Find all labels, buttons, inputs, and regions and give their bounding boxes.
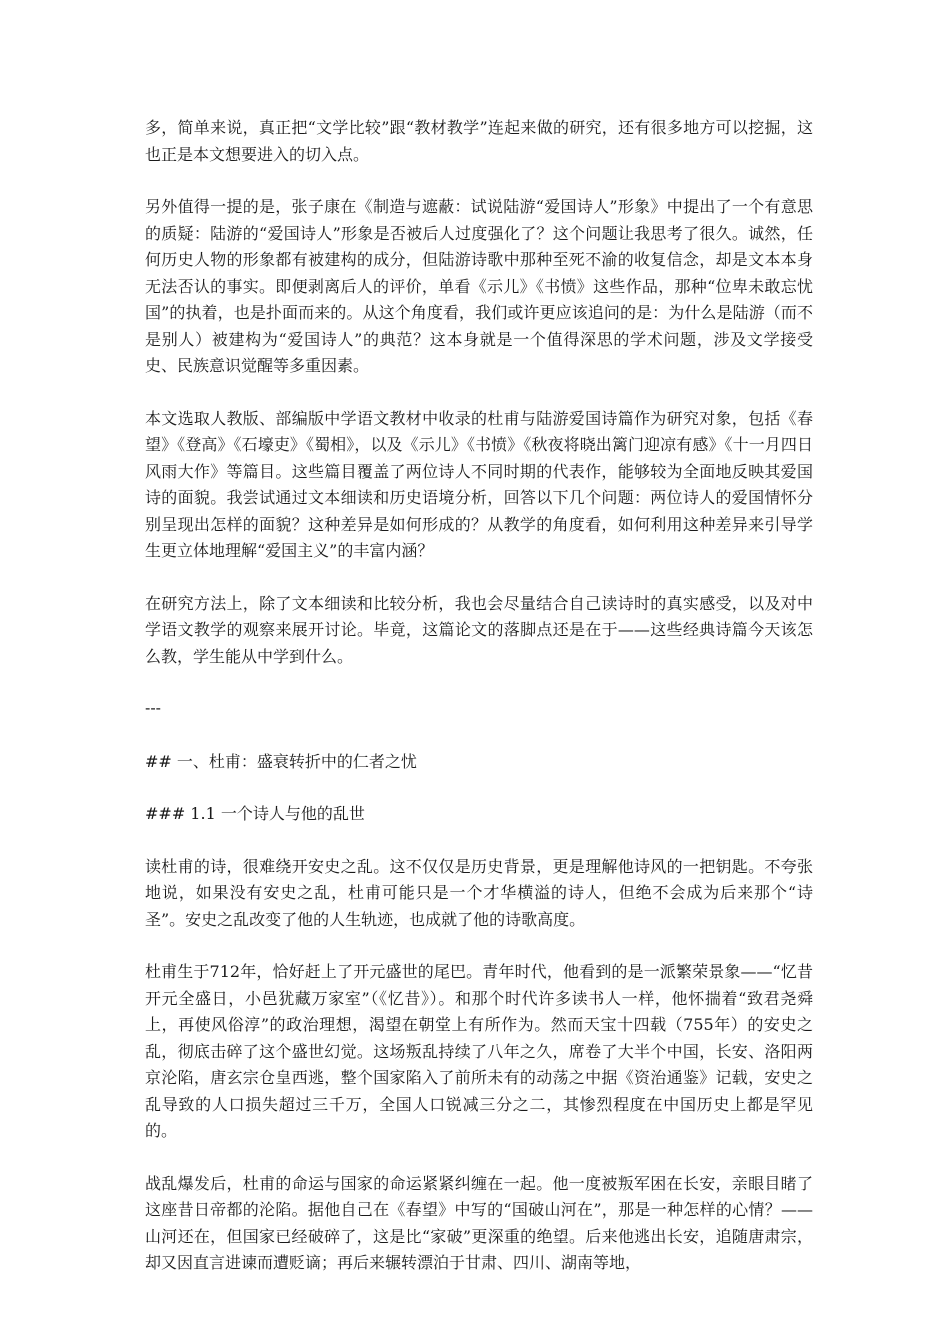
document-page [145,115,813,1303]
paragraph: 在研究方法上，除了文本细读和比较分析，我也会尽量结合自己读诗时的真实感受，以及对中学语文教学的观察来展开讨论。毕竟，这篇论文的落脚点还是在于——这些经典诗篇今天该怎么教，学生能从中学到什么。 [145,593,813,666]
paragraph: 本文选取人教版、部编版中学语文教材中收录的杜甫与陆游爱国诗篇作为研究对象，包括《春望》《登高》《石壕吏》《蜀相》，以及《示儿》《书愤》《秋夜将晓出篱门迎凉有感》《十一月四日风雨大作》等篇目。这些篇目覆盖了两位诗人不同时期的代表作，能够较为全面地反映其爱国诗的面貌。我尝试通过文本细读和历史语境分析，回答以下几个问题：两位诗人的爱国情怀分别呈现出怎样的面貌？这种差异是如何形成的？从教学的角度看，如何利用这种差异来引导学生更立体地理解“爱国主义”的丰富内涵？ [145,408,813,560]
paragraph: 另外值得一提的是，张子康在《制造与遮蔽：试说陆游“爱国诗人”形象》中提出了一个有意思的质疑：陆游的“爱国诗人”形象是否被后人过度强化了？这个问题让我思考了很久。诚然，任何历史人物的形象都有被建构的成分，但陆游诗歌中那种至死不渝的收复信念，却是文本本身无法否认的事实。即便剥离后人的评价，单看《示儿》《书愤》这些作品，那种“位卑未敢忘忧国”的执着，也是扑面而来的。从这个角度看，我们或许更应该追问的是：为什么是陆游（而不是别人）被建构为“爱国诗人”的典范？这本身就是一个值得深思的学术问题，涉及文学接受史、民族意识觉醒等多重因素。 [145,197,813,375]
subsection-heading: ### 1.1 一个诗人与他的乱世 [145,804,365,823]
paragraph: 多，简单来说，真正把“文学比较”跟“教材教学”连起来做的研究，还有很多地方可以挖掘，这也正是本文想要进入的切入点。 [145,118,813,164]
separator: --- [145,700,161,717]
paragraph: 读杜甫的诗，很难绕开安史之乱。这不仅仅是历史背景，更是理解他诗风的一把钥匙。不夸张地说，如果没有安史之乱，杜甫可能只是一个才华横溢的诗人，但绝不会成为后来那个“诗圣”。安史之乱改变了他的人生轨迹，也成就了他的诗歌高度。 [145,856,813,929]
paragraph: 战乱爆发后，杜甫的命运与国家的命运紧紧纠缠在一起。他一度被叛军困在长安，亲眼目睹了这座昔日帝都的沦陷。据他自己在《春望》中写的“国破山河在”，那是一种怎样的心情？——山河还在，但国家已经破碎了，这是比“家破”更深重的绝望。后来他逃出长安，追随唐肃宗，却又因直言进谏而遭贬谪；再后来辗转漂泊于甘肃、四川、湖南等地， [145,1173,813,1272]
section-heading: ## 一、杜甫：盛衰转折中的仁者之忧 [145,751,417,771]
paragraph: 杜甫生于712年，恰好赶上了开元盛世的尾巴。青年时代，他看到的是一派繁荣景象——“忆昔开元全盛日，小邑犹藏万家室”（《忆昔》）。和那个时代许多读书人一样，他怀揣着“致君尧舜上，再使风俗淳”的政治理想，渴望在朝堂上有所作为。然而天宝十四载（755年）的安史之乱，彻底击碎了这个盛世幻觉。这场叛乱持续了八年之久，席卷了大半个中国，长安、洛阳两京沦陷，唐玄宗仓皇西逃，整个国家陷入了前所未有的动荡之中据《资治通鉴》记载，安史之乱导致的人口损失超过三千万，全国人口锐减三分之二，其惨烈程度在中国历史上都是罕见的。 [145,962,813,1140]
